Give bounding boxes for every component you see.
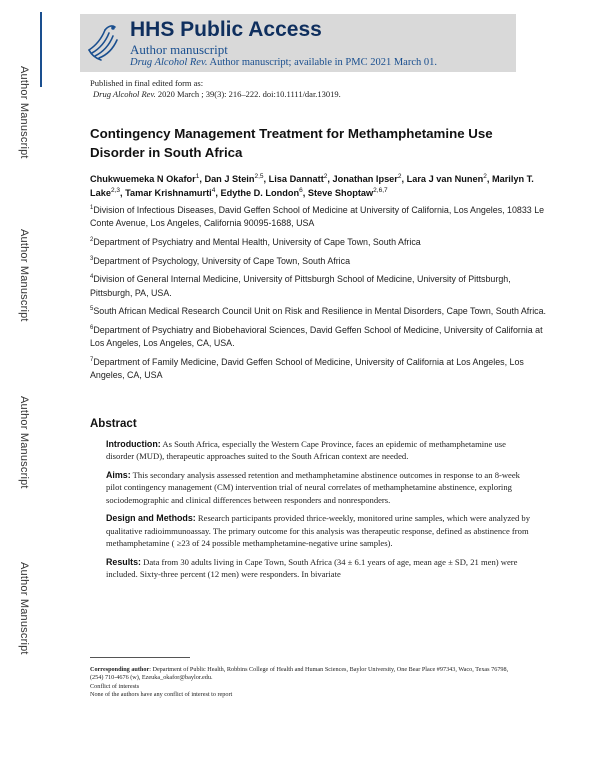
author-name: Steve Shoptaw	[307, 188, 374, 198]
abstract-section-aims	[106, 469, 530, 506]
citation-journal: Drug Alcohol Rev.	[93, 89, 156, 99]
affiliation-number: 6	[90, 324, 94, 331]
abstract-heading: Abstract	[90, 418, 137, 430]
citation-line	[90, 89, 341, 100]
abstract-section-text: Data from 30 adults living in Cape Town, South Africa (34 ± 6.1 years of age, mean age ± SD, 21 men) were included. Sixty-three percent (12 men) were responders. In bivariate	[106, 556, 518, 580]
affiliation-item	[90, 273, 552, 300]
author-name: Lara J van Nunen	[406, 174, 484, 184]
author-manuscript-label: Author manuscript	[130, 42, 228, 57]
affiliation-number: 5	[90, 306, 94, 313]
affiliation-number: 1	[90, 205, 94, 212]
abstract-section-label: Design and Methods:	[106, 513, 196, 524]
abstract-section-label: Results:	[106, 556, 142, 567]
side-label-author-manuscript-1: Author Manuscript	[18, 66, 30, 159]
author-affil-sup: 2	[483, 172, 487, 180]
abstract-section-text: This secondary analysis assessed retention and methamphetamine abstinence outcomes in response to an 8-week pilot contingency management (CM) intervention trial of neural correlates of methamphetamine abstinence, exploring sociodemographic and clinical differences between responders and nonresponders.	[106, 470, 520, 505]
journal-name: Drug Alcohol Rev.	[130, 57, 208, 68]
affiliation-item	[90, 305, 552, 318]
conflict-heading: Conflict of interests	[90, 682, 140, 690]
conflict-text: None of the authors have any conflict of interest to report	[90, 691, 233, 699]
affiliation-number: 7	[90, 356, 94, 363]
author-affil-sup: 2	[323, 172, 328, 180]
author-name: Marilyn T. Lake	[90, 174, 534, 198]
abstract-section-results	[106, 556, 530, 581]
author-affil-sup: 2,3	[110, 186, 120, 194]
footnotes	[90, 666, 512, 700]
availability-text: Author manuscript; available in PMC 2021 March 01.	[207, 57, 437, 68]
abstract-section-text: As South Africa, especially the Western Cape Province, faces an epidemic of methamphetamine use disorder (MUD), therapeutic approaches suited to the South African context are needed.	[106, 439, 506, 462]
affiliation-item	[90, 356, 552, 383]
affiliation-text: Department of Psychiatry and Mental Health, University of Cape Town, South Africa	[93, 237, 421, 247]
author-affil-sup: 1	[195, 172, 200, 180]
footnote-divider	[90, 657, 190, 658]
abstract-section-introduction	[106, 438, 530, 463]
header-accent-line	[40, 12, 42, 87]
affiliation-item	[90, 324, 552, 351]
affiliation-item	[90, 204, 552, 231]
hhs-public-access-title: HHS Public Access	[130, 18, 322, 41]
citation-details: 2020 March ; 39(3): 216–222. doi:10.1111/dar.13019.	[155, 89, 341, 99]
author-affil-sup: 2	[397, 172, 402, 180]
author-name: Dan J Stein	[204, 174, 255, 184]
affiliation-number: 2	[90, 237, 94, 244]
paper-title: Contingency Management Treatment for Methamphetamine Use Disorder in South Africa	[90, 126, 493, 160]
affiliation-item	[90, 236, 552, 249]
author-name: Lisa Dannatt	[268, 174, 324, 184]
author-affil-sup: 4	[211, 186, 216, 194]
author-name: Jonathan Ipser	[332, 174, 398, 184]
abstract-section-label: Introduction:	[106, 439, 161, 449]
author-affil-sup: 6	[299, 186, 303, 194]
corresponding-author-text: : Department of Public Health, Robbins College of Health and Human Sciences, Baylor University, One Bear Place #97343, Waco, Texas 76798, (254) 710-4676 (w), Ezeuka_okafor@baylor.edu.	[90, 666, 509, 682]
hhs-header-banner	[80, 14, 516, 72]
affiliation-list	[90, 204, 552, 388]
corresponding-author-label: Corresponding author	[90, 666, 150, 673]
author-affil-sup: 2,6,7	[373, 186, 388, 194]
author-name: Chukwuemeka N Okafor	[90, 174, 196, 184]
publication-info	[90, 78, 341, 100]
corresponding-author-note	[90, 666, 512, 683]
author-name: Tamar Krishnamurti	[125, 188, 212, 198]
abstract-section-label: Aims:	[106, 470, 131, 481]
abstract-section-methods	[106, 512, 530, 549]
affiliation-text: Division of General Internal Medicine, University of Pittsburgh School of Medicine, University of Pittsburgh, Pittsburgh, PA, USA.	[90, 274, 511, 298]
author-list: Chukwuemeka N Okafor$^1$, Dan J Stein$^{2,5}$, Lisa Dannatt$^2$, Jonathan Ipser$^2$, Lara J van Nunen$^2$, Marilyn T. Lake$^{2,3}$, Tamar Krishnamurti$^4$, Edythe D. London$^6$, Steve Shoptaw$^{2,6,7}$	[90, 172, 534, 198]
abstract-section-text: Research participants provided thrice-weekly, monitored urine samples, which were analyzed by qualitative radioimmunoassay. The primary outcome for this analysis was therapeutic response, defined as abstinence from methamphetamine ( ≥23 of 24 possible methamphetamine-negative urine samples).	[106, 513, 530, 549]
affiliation-number: 3	[90, 255, 94, 262]
side-label-author-manuscript-3: Author Manuscript	[18, 396, 30, 489]
published-line: Published in final edited form as:	[90, 78, 204, 88]
affiliation-text: Department of Psychology, University of Cape Town, South Africa	[93, 255, 351, 266]
affiliation-number: 4	[90, 274, 94, 281]
affiliation-item	[90, 255, 552, 268]
hhs-eagle-icon	[83, 16, 123, 64]
side-label-author-manuscript-2: Author Manuscript	[18, 229, 30, 322]
affiliation-text: South African Medical Research Council Unit on Risk and Resilience in Mental Disorders, Cape Town, South Africa.	[93, 306, 547, 317]
side-label-author-manuscript-4: Author Manuscript	[18, 562, 30, 655]
affiliation-text: Department of Family Medicine, David Geffen School of Medicine, University of California at Los Angeles, Los Angeles, CA, USA	[90, 356, 524, 381]
availability-line	[130, 57, 437, 68]
author-affil-sup: 2,5	[254, 172, 264, 180]
affiliation-text: Division of Infectious Diseases, David Geffen School of Medicine at University of California, Los Angeles, 10833 Le Conte Avenue, Los Angeles, California 90095-1688, USA	[90, 205, 545, 229]
author-name: Edythe D. London	[220, 188, 300, 198]
abstract-body	[106, 438, 530, 587]
affiliation-text: Department of Psychiatry and Biobehavioral Sciences, David Geffen School of Medicine, University of California at Los Angeles, Los Angeles, CA, USA.	[90, 324, 543, 349]
